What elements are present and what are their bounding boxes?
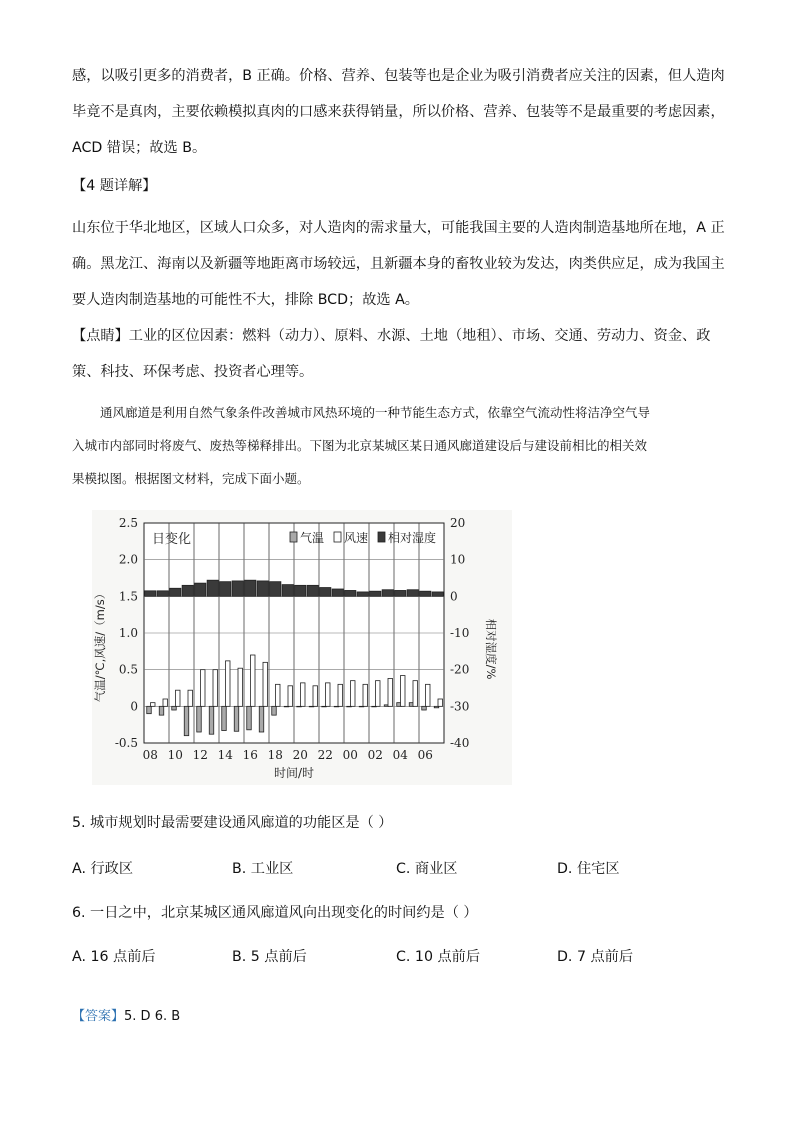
bar-气温 <box>222 706 227 730</box>
question-6-option-a[interactable]: A. 16 点前后 <box>72 949 156 965</box>
bar-风速 <box>176 690 181 706</box>
bar-相对湿度 <box>407 590 418 597</box>
y-right-tick-label: -40 <box>450 736 470 750</box>
bar-相对湿度 <box>432 592 443 596</box>
answer-line <box>72 1005 180 1024</box>
question-5-option-b[interactable]: B. 工业区 <box>232 861 294 877</box>
explanation-line: 确。黑龙江、海南以及新疆等地距离市场较远，且新疆本身的畜牧业较为发达，肉类供应足，成为我国主 <box>72 256 725 272</box>
bar-风速 <box>238 668 243 706</box>
bar-相对湿度 <box>370 591 381 596</box>
y-left-tick-label: 1.0 <box>118 626 138 640</box>
answer-label: 【答案】 <box>72 1009 125 1024</box>
explanation-line: 感，以吸引更多的消费者，B 正确。价格、营养、包装等也是企业为吸引消费者应关注的因素，但人造肉 <box>72 68 725 84</box>
bar-相对湿度 <box>295 585 306 596</box>
legend-label: 气温 <box>300 531 325 545</box>
bar-气温 <box>422 706 427 710</box>
x-tick-label: 00 <box>342 748 358 762</box>
bar-气温 <box>172 706 177 710</box>
passage-line: 果模拟图。根据图文材料，完成下面小题。 <box>72 471 310 486</box>
bar-相对湿度 <box>282 585 293 597</box>
bar-风速 <box>338 684 343 706</box>
y-right-tick-label: 20 <box>450 516 466 530</box>
x-tick-label: 10 <box>167 748 183 762</box>
bar-相对湿度 <box>345 590 356 596</box>
bar-相对湿度 <box>307 585 318 596</box>
bar-气温 <box>147 706 152 713</box>
bar-风速 <box>388 678 393 706</box>
bar-风速 <box>188 690 193 706</box>
tip-line: 策、科技、环保考虑、投资者心理等。 <box>72 364 314 380</box>
legend-swatch <box>378 532 385 542</box>
bar-相对湿度 <box>232 581 243 596</box>
bar-气温 <box>209 706 214 734</box>
bar-风速 <box>351 681 356 707</box>
y-right-tick-label: -30 <box>450 699 470 714</box>
bar-风速 <box>213 670 218 707</box>
x-tick-label: 22 <box>317 748 333 762</box>
y-right-tick-label: -10 <box>450 626 470 640</box>
bar-相对湿度 <box>157 591 168 597</box>
bar-气温 <box>259 706 264 732</box>
y-left-tick-label: 0.5 <box>118 662 138 677</box>
passage-line: 入城市内部同时将废气、废热等梯释排出。下图为北京某城区某日通风廊道建设后与建设前相比的相关效 <box>72 438 648 453</box>
bar-气温 <box>234 706 239 731</box>
x-tick-label: 14 <box>217 748 233 762</box>
bar-相对湿度 <box>332 589 343 596</box>
ventilation-chart <box>92 510 512 785</box>
y-left-tick-label: -0.5 <box>114 736 138 750</box>
legend-swatch <box>290 532 297 542</box>
x-tick-label: 06 <box>417 748 433 762</box>
y-left-tick-label: 2.0 <box>118 552 138 567</box>
bar-风速 <box>263 662 268 706</box>
legend-swatch <box>334 532 341 542</box>
explanation-top <box>72 58 725 166</box>
bar-相对湿度 <box>382 590 393 597</box>
question-6-option-c[interactable]: C. 10 点前后 <box>396 949 481 965</box>
x-axis-label: 时间/时 <box>273 766 315 780</box>
y-right-tick-label: -20 <box>450 662 470 677</box>
question-5-option-c[interactable]: C. 商业区 <box>396 861 458 877</box>
legend-label: 相对湿度 <box>388 531 437 545</box>
bar-气温 <box>247 706 252 729</box>
bar-风速 <box>326 683 331 706</box>
question-6-option-b[interactable]: B. 5 点前后 <box>232 949 307 965</box>
question-5-stem: 5. 城市规划时最需要建设通风廊道的功能区是（ ） <box>72 815 393 831</box>
bar-风速 <box>313 686 318 707</box>
y-right-tick-label: 10 <box>450 552 466 567</box>
bar-风速 <box>226 661 231 706</box>
bar-相对湿度 <box>145 591 156 597</box>
explanation-line: 山东位于华北地区，区域人口众多，对人造肉的需求量大，可能我国主要的人造肉制造基地所在地，A 正 <box>72 220 725 236</box>
bar-相对湿度 <box>207 580 218 596</box>
bar-风速 <box>301 683 306 706</box>
bar-相对湿度 <box>182 585 193 596</box>
bar-风速 <box>376 681 381 707</box>
bar-风速 <box>363 684 368 706</box>
tip-line: 【点睛】工业的区位因素：燃料（动力）、原料、水源、土地（地租）、市场、交通、劳动力、资金、政 <box>72 328 711 344</box>
tip-paragraph <box>72 318 722 390</box>
bar-相对湿度 <box>395 590 406 596</box>
bar-风速 <box>413 681 418 707</box>
bar-相对湿度 <box>320 588 331 597</box>
bar-气温 <box>197 706 202 732</box>
bar-风速 <box>201 670 206 707</box>
q4-explanation <box>72 210 725 318</box>
x-tick-label: 12 <box>192 748 208 762</box>
chart-title: 日变化 <box>152 532 192 547</box>
bar-风速 <box>401 676 406 707</box>
bar-气温 <box>184 706 189 735</box>
x-tick-label: 02 <box>367 748 383 762</box>
bar-相对湿度 <box>257 581 268 596</box>
q4-header: 【4 题详解】 <box>72 178 157 194</box>
bar-风速 <box>163 699 168 706</box>
bar-气温 <box>272 706 277 715</box>
y-left-tick-label: 1.5 <box>118 589 138 604</box>
y-left-tick-label: 2.5 <box>118 516 138 530</box>
bar-风速 <box>151 703 156 707</box>
explanation-line: ACD 错误；故选 B。 <box>72 140 207 156</box>
bar-相对湿度 <box>245 580 256 596</box>
reading-passage <box>72 396 722 495</box>
question-5-option-a[interactable]: A. 行政区 <box>72 861 134 877</box>
bar-风速 <box>251 655 256 706</box>
y-left-tick-label: 0 <box>130 699 138 714</box>
passage-line: 通风廊道是利用自然气象条件改善城市风热环境的一种节能生态方式，依靠空气流动性将洁净空气导 <box>100 405 651 420</box>
bar-风速 <box>276 684 281 706</box>
bar-相对湿度 <box>220 582 231 597</box>
explanation-line: 要人造肉制造基地的可能性不大，排除 BCD；故选 A。 <box>72 292 419 308</box>
bar-风速 <box>426 684 431 706</box>
answer-text: 5. D 6. B <box>124 1009 181 1024</box>
y-left-axis-label: 气温/℃,风速/（m/s） <box>93 587 107 703</box>
x-tick-label: 04 <box>392 748 408 762</box>
x-tick-label: 16 <box>242 748 258 762</box>
x-tick-label: 08 <box>142 748 158 762</box>
bar-相对湿度 <box>270 582 281 597</box>
legend-label: 风速 <box>344 531 369 545</box>
explanation-line: 毕竟不是真肉，主要依赖模拟真肉的口感来获得销量，所以价格、营养、包装等不是最重要的考虑因素， <box>72 104 725 120</box>
question-5-option-d[interactable]: D. 住宅区 <box>557 861 620 877</box>
y-right-axis-label: 相对湿度/% <box>484 618 498 680</box>
x-tick-label: 20 <box>292 748 308 762</box>
question-6-stem: 6. 一日之中，北京某城区通风廊道风向出现变化的时间约是（ ） <box>72 905 478 921</box>
bar-相对湿度 <box>195 583 206 596</box>
bar-气温 <box>159 706 164 715</box>
bar-相对湿度 <box>170 588 181 596</box>
question-6-option-d[interactable]: D. 7 点前后 <box>557 949 634 965</box>
bar-风速 <box>438 699 443 706</box>
x-tick-label: 18 <box>267 748 283 762</box>
bar-相对湿度 <box>420 591 431 596</box>
bar-风速 <box>288 686 293 707</box>
bar-相对湿度 <box>357 592 368 596</box>
y-right-tick-label: 0 <box>450 589 458 604</box>
